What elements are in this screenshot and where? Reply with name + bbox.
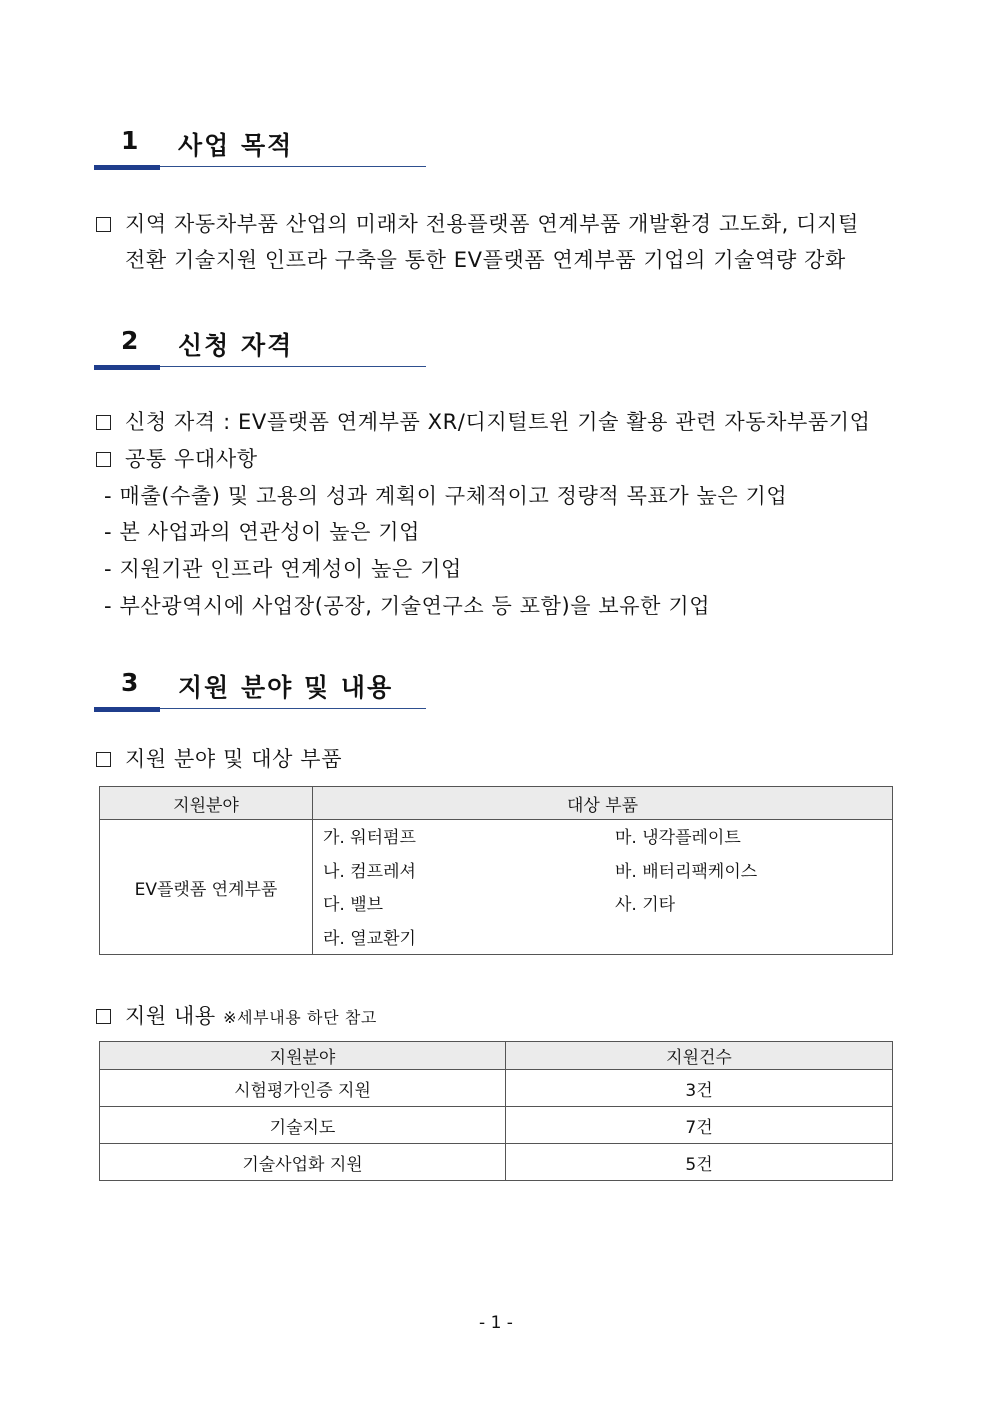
qualification-line: 신청 자격 : EV플랫폼 연계부품 XR/디지털트윈 기술 활용 관련 자동차부품기업 [96,406,871,436]
part-item: 라. 열교환기 [323,929,416,949]
checkbox-bullet-icon [96,452,111,467]
preference-item: - 매출(수출) 및 고용의 성과 계획이 구체적이고 정량적 목표가 높은 기업 [104,484,788,508]
section-number: 3 [121,668,139,697]
table-row [100,1070,893,1107]
part-item: 가. 워터펌프 [323,828,416,848]
checkbox-bullet-icon [96,752,111,767]
parts-table [99,786,893,955]
section-accent-bar [94,707,160,712]
section-2-heading [94,326,426,372]
table-row [100,1107,893,1144]
table-cell: 5건 [506,1144,893,1181]
table-cell: 3건 [506,1070,893,1107]
table-cell: 7건 [506,1107,893,1144]
part-item: 바. 배터리팩케이스 [615,862,758,882]
preference-item: - 지원기관 인프라 연계성이 높은 기업 [104,557,462,581]
section-3-heading [94,668,426,714]
part-item: 마. 냉각플레이트 [615,828,741,848]
support-fields-title: 지원 분야 및 대상 부품 [96,743,342,773]
section-title: 지원 분야 및 내용 [178,673,394,702]
preference-item: - 부산광역시에 사업장(공장, 기술연구소 등 포함)을 보유한 기업 [104,594,711,618]
section-title: 사업 목적 [178,131,294,160]
parts-cell [313,820,893,955]
preference-item: - 본 사업과의 연관성이 높은 기업 [104,520,421,544]
checkbox-bullet-icon [96,1009,111,1024]
section-accent-bar [94,365,160,370]
page-number: - 1 - [479,1313,513,1333]
content-note: ※세부내용 하단 참고 [223,1008,377,1027]
section-number: 2 [121,326,139,355]
table-header: 지원건수 [506,1042,893,1070]
table-row [100,1144,893,1181]
checkbox-bullet-icon [96,415,111,430]
table-cell: 시험평가인증 지원 [100,1070,506,1107]
checkbox-bullet-icon [96,217,111,232]
part-item: 다. 밸브 [323,895,384,915]
content-table [99,1041,893,1181]
purpose-line-1: 지역 자동차부품 산업의 미래차 전용플랫폼 연계부품 개발환경 고도화, 디지털 [96,208,859,238]
support-content-title: 지원 내용 ※세부내용 하단 참고 [96,1000,377,1030]
part-item: 나. 컴프레셔 [323,862,416,882]
part-item: 사. 기타 [615,895,676,915]
table-cell: 기술사업화 지원 [100,1144,506,1181]
table-header: 지원분야 [100,787,313,820]
table-header: 대상 부품 [313,787,893,820]
field-cell: EV플랫폼 연계부품 [100,820,313,955]
section-accent-bar [94,165,160,170]
section-number: 1 [121,126,139,155]
preference-title: 공통 우대사항 [96,443,258,473]
section-1-heading [94,126,426,172]
table-cell: 기술지도 [100,1107,506,1144]
purpose-line-2: 전환 기술지원 인프라 구축을 통한 EV플랫폼 연계부품 기업의 기술역량 강화 [125,248,846,272]
table-header: 지원분야 [100,1042,506,1070]
section-title: 신청 자격 [178,331,294,360]
